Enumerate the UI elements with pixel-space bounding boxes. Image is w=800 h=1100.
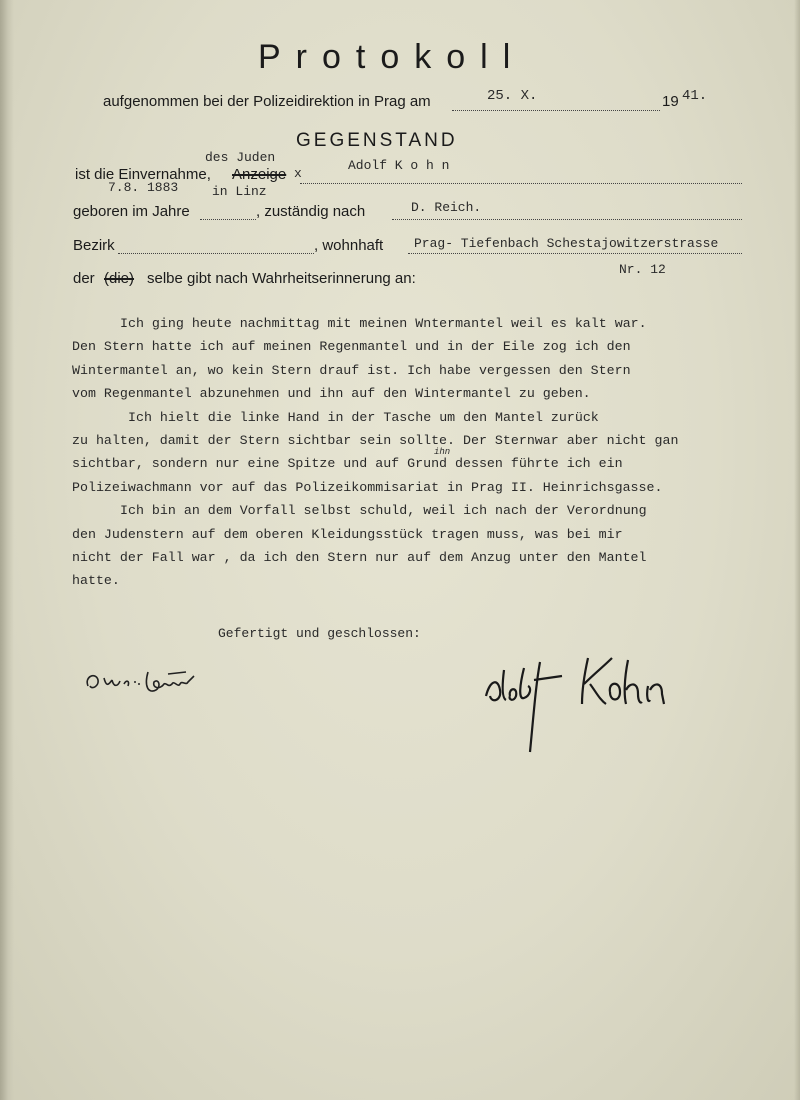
der-label: der	[73, 270, 95, 287]
date-typed: 25. X.	[487, 88, 538, 104]
adolf-kohn-signature-drawing	[478, 640, 698, 760]
gegenstand-heading: GEGENSTAND	[296, 130, 458, 151]
statement-line: vom Regenmantel abzunehmen und ihn auf den Wintermantel zu geben.	[72, 386, 591, 402]
page-right-edge	[794, 0, 800, 1100]
bezirk-dotted-line	[118, 253, 314, 254]
statement-line: hatte.	[72, 573, 120, 589]
document-title: Protokoll	[258, 38, 526, 76]
anzeige-struck: Anzeige	[232, 166, 287, 183]
statement-line: zu halten, damit der Stern sichtbar sein sollte. Der Sternwar aber nicht gan	[72, 433, 679, 449]
wahrheit-label: selbe gibt nach Wahrheitserinnerung an:	[147, 270, 416, 287]
anzeige-x-marks: x	[294, 166, 302, 181]
zustaendig-typed: D. Reich.	[411, 200, 482, 215]
wohnhaft-typed: Prag- Tiefenbach Schestajowitzerstrasse	[414, 236, 719, 251]
year-prefix: 19	[662, 93, 679, 110]
die-struck: (die)	[104, 270, 135, 287]
birth-place-typed: in Linz	[212, 184, 267, 199]
statement-line: den Judenstern auf dem oberen Kleidungsstück tragen muss, was bei mir	[72, 526, 623, 542]
house-number-typed: Nr. 12	[619, 262, 666, 277]
bezirk-label: Bezirk	[73, 237, 115, 254]
official-signature-left	[82, 664, 202, 709]
statement-line: Ich hielt die linke Hand in der Tasche um den Mantel zurück	[128, 409, 599, 425]
statement-line: Polizeiwachmann vor auf das Polizeikommisariat in Prag II. Heinrichsgasse.	[72, 479, 663, 495]
geboren-label: geboren im Jahre	[73, 203, 190, 220]
wohnhaft-dotted-line	[408, 253, 742, 254]
signature-adolf-kohn	[478, 640, 698, 765]
geboren-dotted-line	[200, 219, 256, 220]
birth-date-typed: 7.8. 1883	[108, 180, 179, 195]
statement-line: Wintermantel an, wo kein Stern drauf ist. Ich habe vergessen den Stern	[72, 362, 631, 378]
statement-line: Ich ging heute nachmittag mit meinen Wntermantel weil es kalt war.	[120, 316, 647, 331]
police-directorate-label: aufgenommen bei der Polizeidirektion in Prag am	[103, 93, 431, 110]
statement-line: Den Stern hatte ich auf meinen Regenmantel und in der Eile zog ich den	[72, 339, 631, 355]
statement-body	[72, 312, 788, 593]
subject-name-typed: Adolf K o h n	[348, 158, 450, 173]
wohnhaft-label: , wohnhaft	[314, 237, 384, 254]
zustaendig-dotted-line	[392, 219, 742, 220]
zustaendig-label: , zuständig nach	[256, 203, 366, 220]
official-signature-drawing	[82, 664, 202, 704]
handwritten-insertion: ihn	[434, 447, 451, 457]
statement-line: nicht der Fall war , da ich den Stern nur auf dem Anzug unter den Mantel	[72, 550, 647, 566]
page-left-edge	[0, 0, 14, 1100]
einvernahme-dotted-line	[300, 183, 742, 184]
statement-line: Ich bin an dem Vorfall selbst schuld, weil ich nach der Verordnung	[120, 503, 647, 519]
gefertigt-text: Gefertigt und geschlossen:	[218, 626, 421, 641]
einvernahme-label: ist die Einvernahme,	[75, 166, 211, 183]
statement-line: sichtbar, sondern nur eine Spitze und auf Grund dessen führte ich ein	[72, 456, 623, 472]
subject-above-typed: des Juden	[205, 150, 276, 165]
date-dotted-line	[452, 110, 660, 111]
year-typed: 41.	[682, 88, 708, 104]
